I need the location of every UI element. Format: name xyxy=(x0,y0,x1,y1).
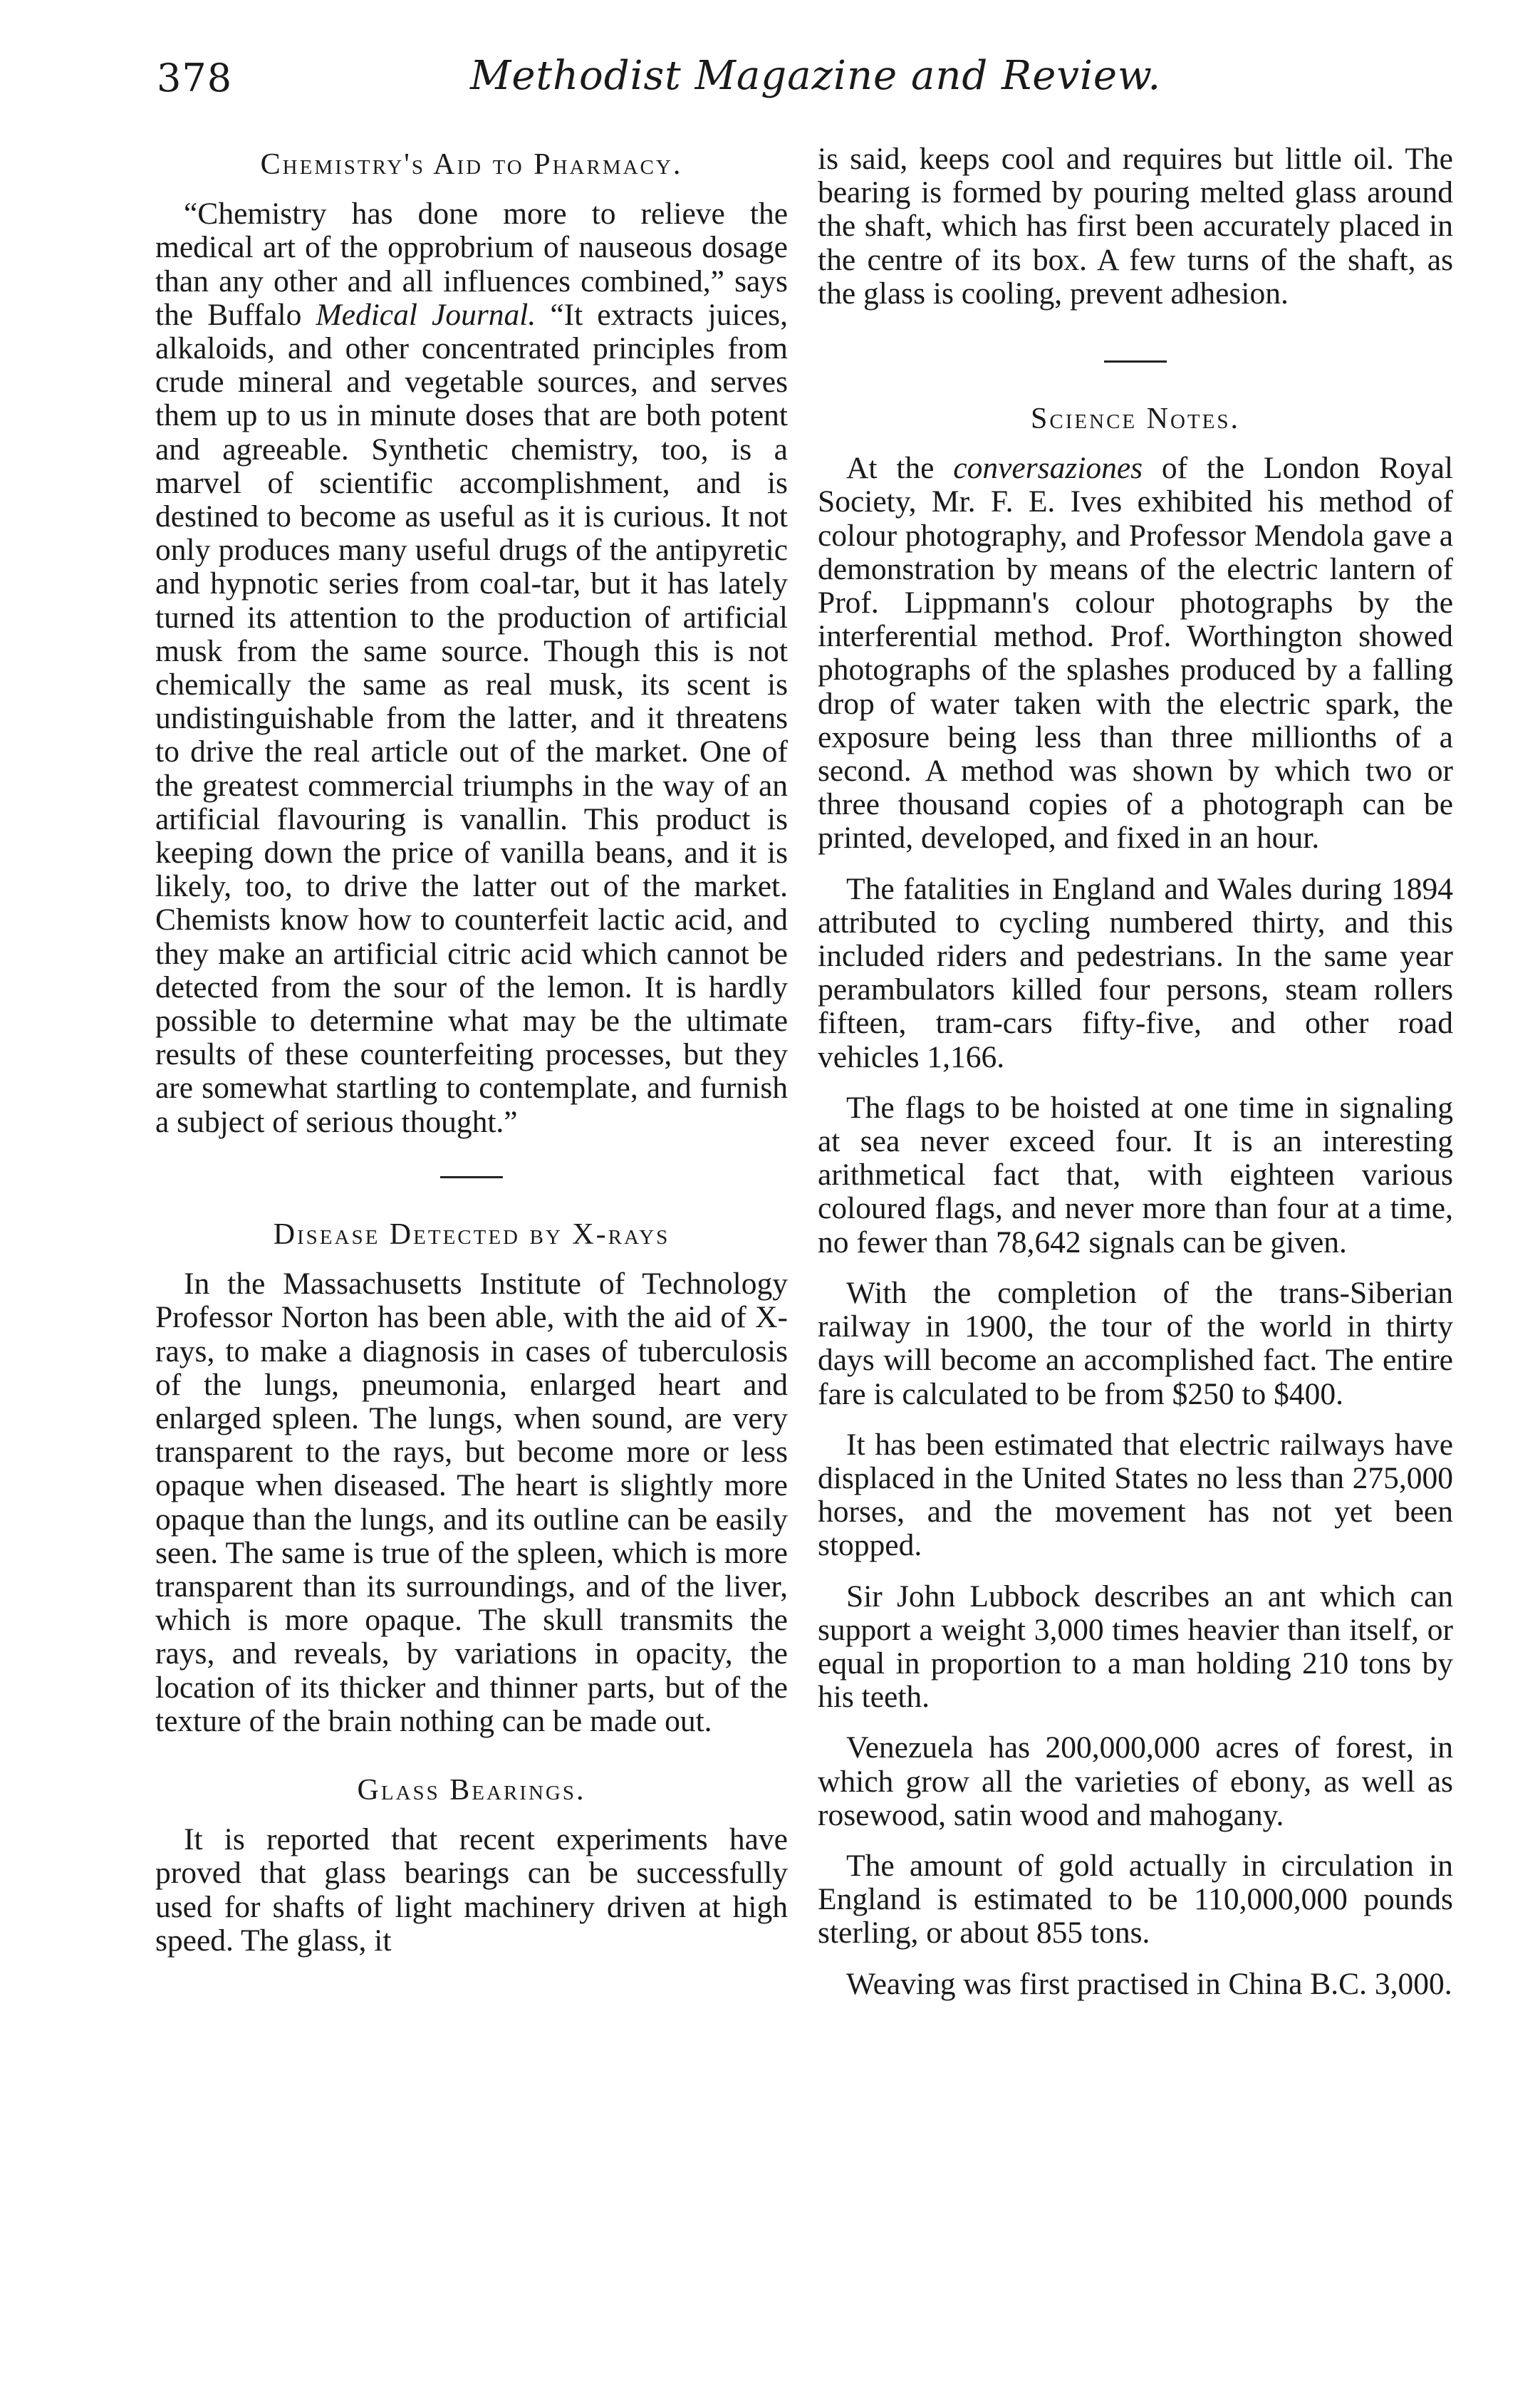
science-paragraph-5: It has been estimated that electric railways have displaced in the United States no less than 275,000 horses, and the movement has not yet been stopped. xyxy=(818,1427,1453,1563)
science-paragraph-6: Sir John Lubbock describes an ant which can support a weight 3,000 times heavier than itself, or equal in proportion to a man holding 210 tons by his teeth. xyxy=(818,1579,1453,1715)
chemistry-text-1: “Chemistry has done more to relieve the medical art of the opprobrium of nauseous dosage than any other and all influences combined,” says the Buffalo xyxy=(155,197,788,332)
science-paragraph-8: The amount of gold actually in circulation in England is estimated to be 110,000,000 pounds sterling, or about 855 tons. xyxy=(818,1848,1453,1951)
science-paragraph-3: The flags to be hoisted at one time in signaling at sea never exceed four. It is an interesting arithmetical fact that, with eighteen various coloured flags, and never more than four at a time, no fewer than 78,642 signals can be given. xyxy=(818,1090,1453,1259)
section-divider xyxy=(1104,360,1167,363)
science-text-1b: of the London Royal Society, Mr. F. E. Ives exhibited his method of colour photography, and Professor Mendola gave a demonstration by means of the electric lantern of Prof. Lippmann's colour photographs by the interferential method. Prof. Worthington showed photographs of the splashes produced by a falling drop of water taken with the electric spark, the exposure being less than three millionths of a second. A method was shown by which two or three thousand copies of a photograph can be printed, developed, and fixed in an hour. xyxy=(818,451,1453,856)
science-paragraph-1 xyxy=(818,452,1453,855)
science-paragraph-7: Venezuela has 200,000,000 acres of forest, in which grow all the varieties of ebony, as well as rosewood, satin wood and mahogany. xyxy=(818,1730,1453,1832)
conversaziones-term: conversaziones xyxy=(953,451,1143,486)
glass-continued-paragraph: is said, keeps cool and requires but little oil. The bearing is formed by pouring melted glass around the shaft, which has first been accurately placed in the centre of its box. A few turns of the shaft, as the glass is cooling, prevent adhesion. xyxy=(818,142,1453,311)
section-divider xyxy=(440,1176,503,1178)
science-paragraph-9: Weaving was first practised in China B.C. 3,000. xyxy=(846,1966,1452,2001)
science-paragraph-4: With the completion of the trans-Siberian railway in 1900, the tour of the world in thirty days will become an accomplished fact. The entire fare is calculated to be from $250 to $400. xyxy=(818,1275,1453,1411)
section-heading-glass: Glass Bearings. xyxy=(357,1773,586,1807)
page-number: 378 xyxy=(157,56,233,100)
section-heading-science: Science Notes. xyxy=(1031,402,1240,436)
science-text-1a: At the xyxy=(846,451,954,486)
chemistry-text-2: “It extracts juices, alkaloids, and other concentrated principles from crude mineral and vegetable sources, and serves them up to us in minute doses that are both potent and agreeable. Synthetic chemistry, too, is a marvel of scientific accomplishment, and is destined to become as useful as it is curious. It not only produces many useful drugs of the antipyretic and hypnotic series from coal-tar, but it has lately turned its attention to the production of artificial musk from the same source. Though this is not chemically the same as real musk, its scent is undistinguishable from the latter, and it threatens to drive the real article out of the market. One of the greatest commercial triumphs in the way of an artificial flavouring is vanallin. This product is keeping down the price of vanilla beans, and it is likely, too, to drive the latter out of the market. Chemists know how to counterfeit lactic acid, and they make an artificial citric acid which cannot be detected from the sour of the lemon. It is hardly possible to determine what may be the ultimate results of these counterfeiting processes, but they are somewhat startling to contemplate, and furnish a subject of serious thought.” xyxy=(155,297,788,1139)
glass-paragraph: It is reported that recent experiments have proved that glass bearings can be successfully used for shafts of light machinery driven at high speed. The glass, it xyxy=(155,1822,788,1958)
running-title: Methodist Magazine and Review. xyxy=(470,53,1162,99)
chemistry-paragraph xyxy=(155,197,788,1139)
section-heading-xrays: Disease Detected by X-rays xyxy=(273,1217,670,1251)
science-paragraph-2: The fatalities in England and Wales during 1894 attributed to cycling numbered thirty, and this included riders and pedestrians. In the same year perambulators killed four persons, steam rollers fifteen, tram-cars fifty-five, and other road vehicles 1,166. xyxy=(818,871,1453,1074)
journal-title: Medical Journal. xyxy=(316,297,536,332)
xrays-paragraph: In the Massachusetts Institute of Technology Professor Norton has been able, with the aid of X-rays, to make a diagnosis in cases of tuberculosis of the lungs, pneumonia, enlarged heart and enlarged spleen. The lungs, when sound, are very transparent to the rays, but become more or less opaque when diseased. The heart is slightly more opaque than the lungs, and its outline can be easily seen. The same is true of the spleen, which is more transparent than its surroundings, and of the liver, which is more opaque. The skull transmits the rays, and reveals, by variations in opacity, the location of its thicker and thinner parts, but of the texture of the brain nothing can be made out. xyxy=(155,1267,788,1738)
left-column xyxy=(155,148,788,1958)
right-column xyxy=(818,142,1453,2001)
section-heading-chemistry: Chemistry's Aid to Pharmacy. xyxy=(260,148,683,181)
